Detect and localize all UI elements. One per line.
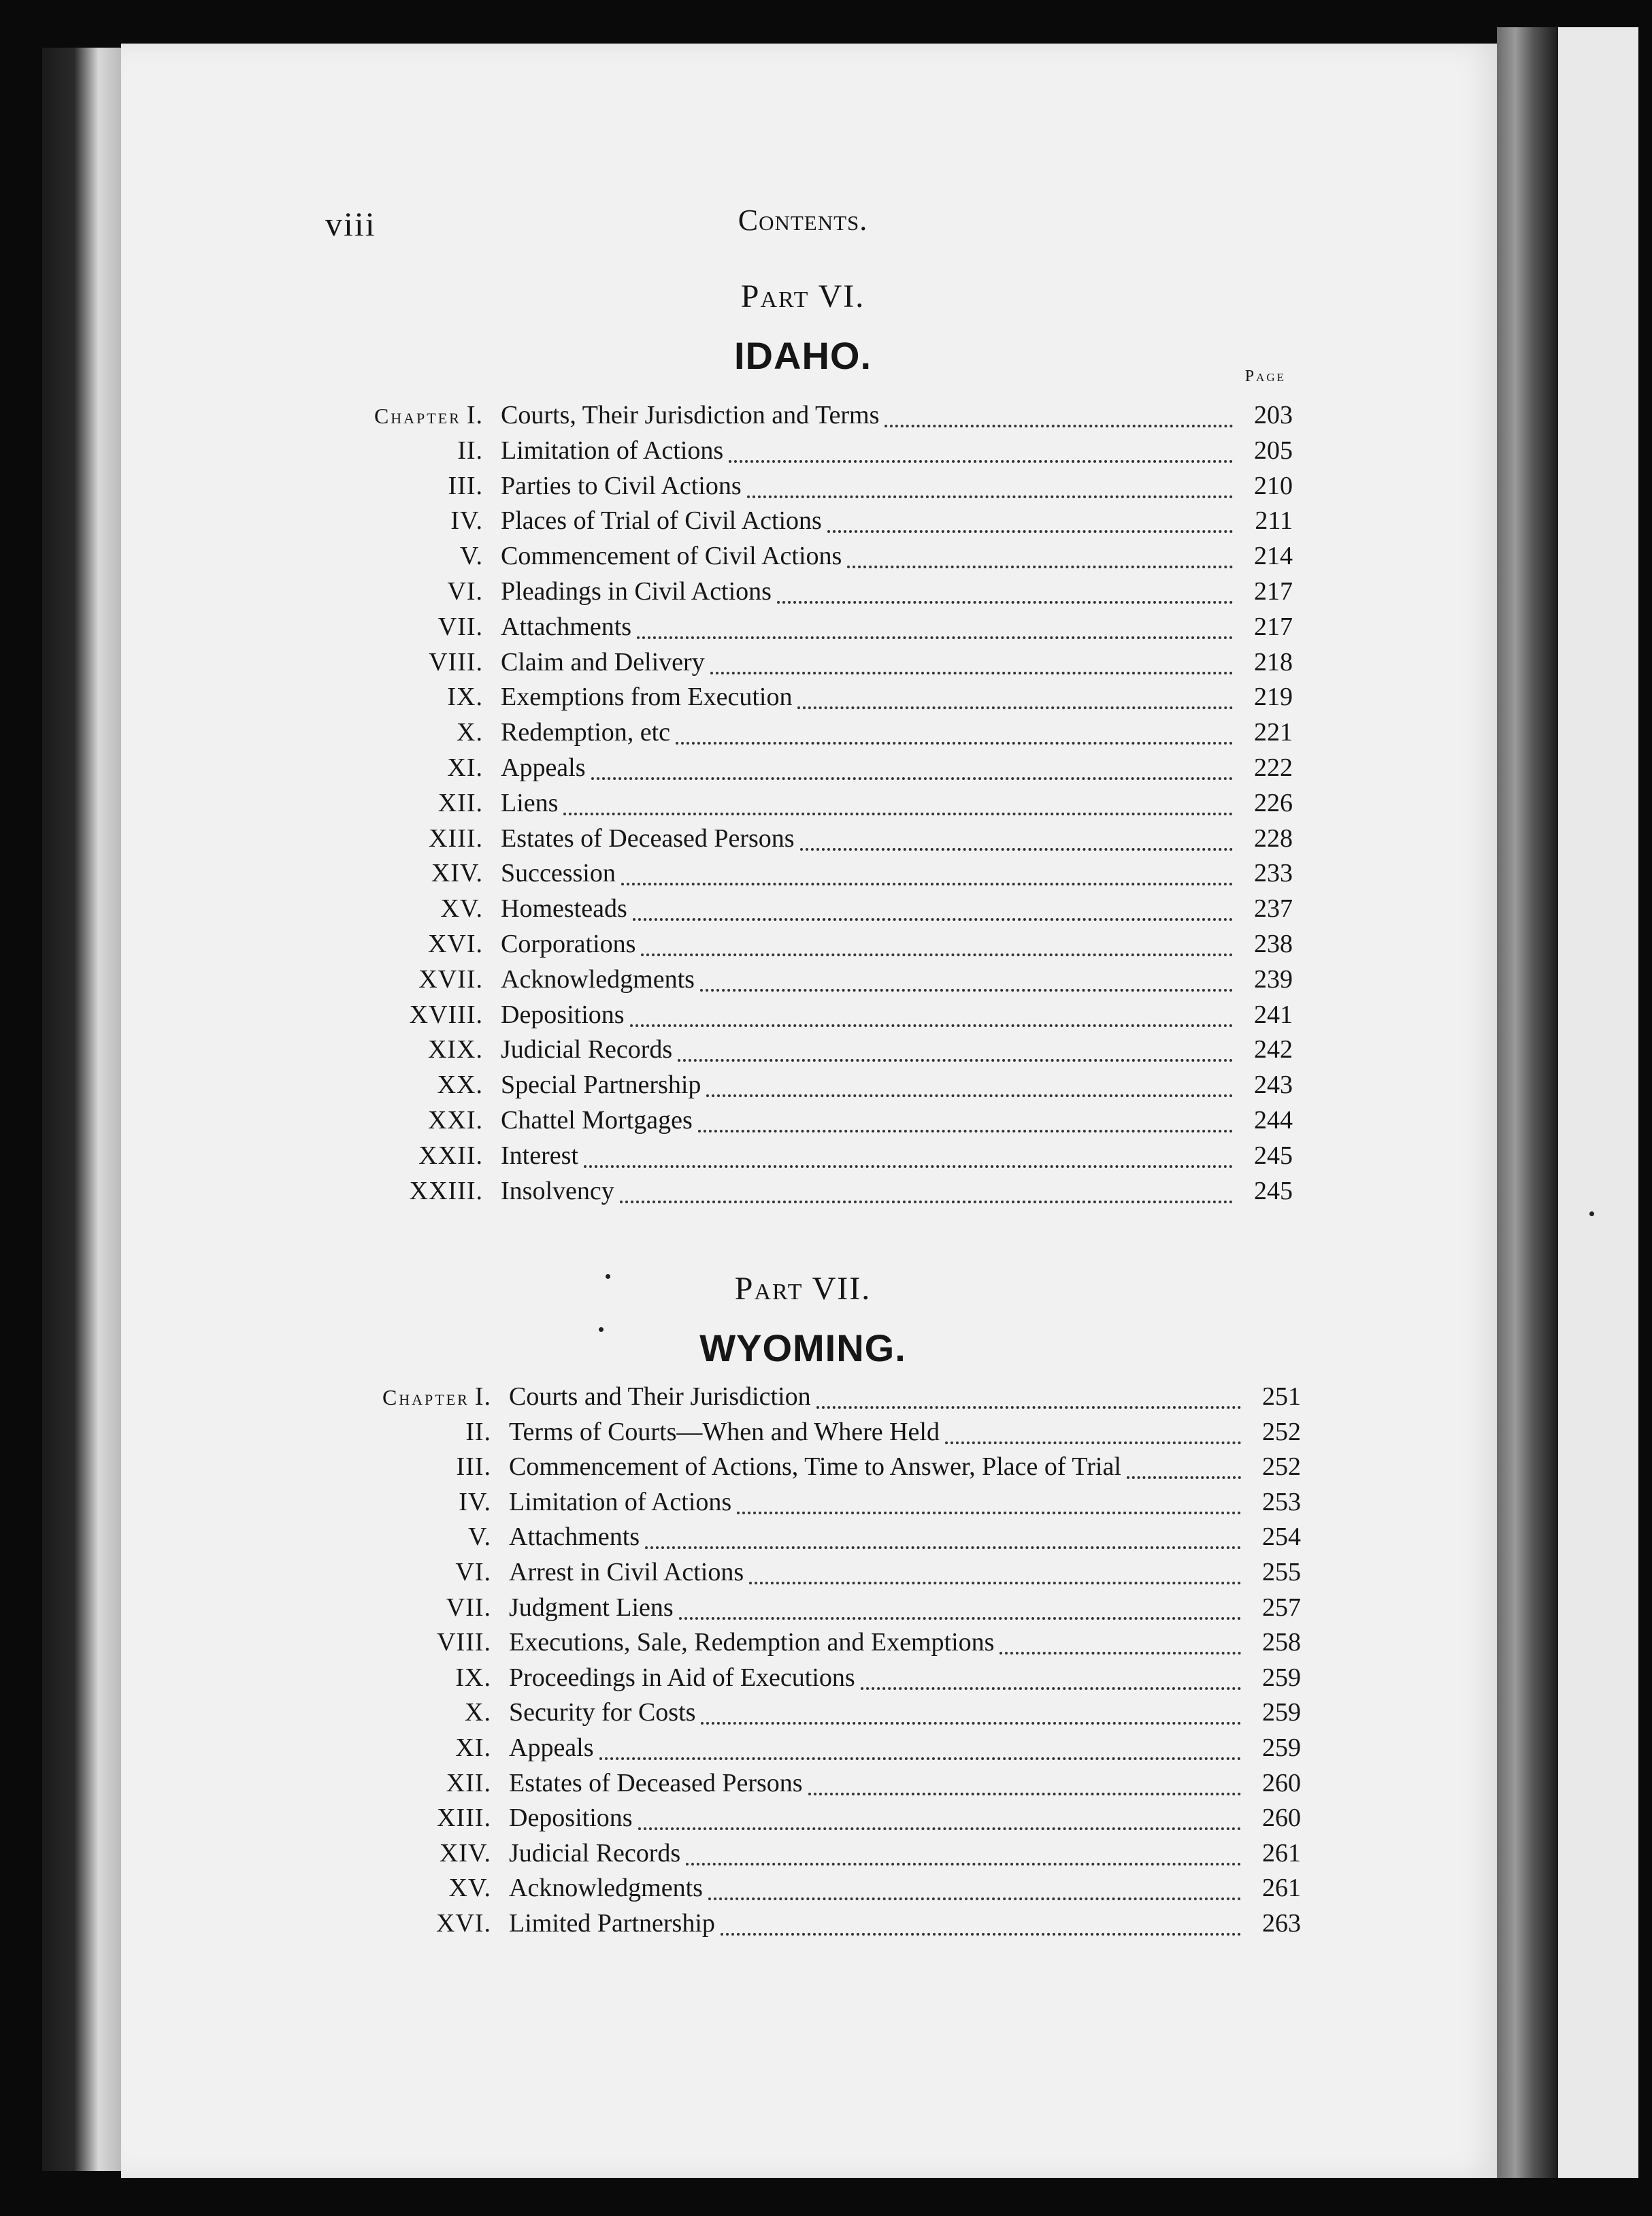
- chapter-numeral: I.: [466, 401, 483, 429]
- page-number: 260: [1262, 1804, 1301, 1833]
- page-number: 245: [1254, 1176, 1293, 1205]
- running-title: Contents.: [738, 203, 868, 237]
- chapter-title: Parties to Civil Actions: [501, 471, 742, 500]
- toc-entry: [321, 1873, 1301, 1908]
- chapter-number: [313, 964, 483, 994]
- toc-entry: [313, 436, 1293, 471]
- chapter-title: Appeals: [501, 753, 586, 782]
- dot-leader: [749, 1582, 1241, 1584]
- chapter-numeral: X.: [465, 1698, 491, 1727]
- dot-leader: [686, 1863, 1241, 1865]
- chapter-title: Limitation of Actions: [509, 1487, 732, 1516]
- chapter-title: Succession: [501, 859, 616, 888]
- chapter-title: Claim and Delivery: [501, 647, 705, 677]
- chapter-numeral: XIV.: [439, 1838, 491, 1868]
- page-number: 244: [1254, 1106, 1293, 1135]
- chapter-number: [313, 1034, 483, 1064]
- toc-entry: [313, 612, 1293, 647]
- chapter-numeral: V.: [467, 1522, 491, 1552]
- chapter-number: [321, 1417, 491, 1447]
- page-number: 237: [1254, 894, 1293, 924]
- dot-leader: [708, 1897, 1241, 1900]
- chapter-numeral: XXIII.: [409, 1176, 483, 1205]
- chapter-title: Courts and Their Jurisdiction: [509, 1382, 811, 1411]
- dot-leader: [637, 636, 1233, 639]
- chapter-title: Acknowledgments: [509, 1874, 703, 1903]
- chapter-numeral: XI.: [447, 753, 483, 782]
- page-number: 257: [1262, 1593, 1301, 1622]
- dot-leader: [701, 1722, 1241, 1725]
- dot-leader: [698, 1130, 1233, 1133]
- dot-leader: [721, 1933, 1241, 1936]
- dot-leader: [729, 460, 1233, 463]
- chapter-number: [321, 1557, 491, 1587]
- chapter-title: Commencement of Civil Actions: [501, 542, 842, 571]
- chapter-number: [313, 858, 483, 888]
- toc-entry: [321, 1452, 1301, 1487]
- page-number: 263: [1262, 1909, 1301, 1938]
- dot-leader: [638, 1827, 1241, 1830]
- chapter-number: [313, 788, 483, 818]
- toc-entry: [313, 682, 1293, 717]
- chapter-number: [313, 436, 483, 466]
- chapter-number: [313, 1105, 483, 1135]
- toc-entry: [321, 1733, 1301, 1768]
- chapter-number: [313, 682, 483, 712]
- toc-entry: [313, 647, 1293, 683]
- chapter-title: Proceedings in Aid of Executions: [509, 1663, 855, 1692]
- chapter-number: [321, 1452, 491, 1482]
- page-number: 221: [1254, 718, 1293, 747]
- chapter-numeral: XI.: [455, 1733, 491, 1762]
- chapter-numeral: XX.: [437, 1071, 483, 1100]
- chapter-title: Depositions: [501, 1000, 625, 1029]
- dot-leader: [584, 1165, 1233, 1168]
- chapter-numeral: XIV.: [431, 859, 483, 888]
- page-number: 252: [1262, 1452, 1301, 1482]
- chapter-number: [313, 400, 483, 430]
- dot-leader: [645, 1546, 1241, 1549]
- page-number: 253: [1262, 1487, 1301, 1516]
- chapter-numeral: VI.: [455, 1558, 491, 1586]
- dot-leader: [630, 1024, 1233, 1027]
- toc-entry: [321, 1663, 1301, 1698]
- dot-leader: [797, 706, 1233, 709]
- chapter-title: Judicial Records: [509, 1838, 681, 1868]
- dot-leader: [599, 1757, 1241, 1760]
- toc-entry: [321, 1908, 1301, 1944]
- chapter-numeral: X.: [457, 718, 483, 747]
- chapter-number: [321, 1593, 491, 1623]
- dot-leader: [816, 1406, 1241, 1409]
- chapter-prefix: Chapter: [382, 1385, 469, 1410]
- dot-leader: [621, 883, 1233, 885]
- dot-leader: [777, 601, 1233, 604]
- chapter-number: [321, 1838, 491, 1868]
- toc-entry: [313, 541, 1293, 576]
- page-number: 203: [1254, 401, 1293, 429]
- chapter-title: Judgment Liens: [509, 1593, 674, 1622]
- chapter-title: Homesteads: [501, 894, 627, 924]
- chapter-title: Corporations: [501, 930, 636, 958]
- chapter-number: [313, 824, 483, 853]
- chapter-title: Exemptions from Execution: [501, 683, 793, 712]
- toc-entry: [321, 1627, 1301, 1663]
- scan-speck: [599, 1327, 604, 1332]
- chapter-numeral: XXII.: [418, 1141, 483, 1170]
- chapter-title: Terms of Courts—When and Where Held: [509, 1417, 940, 1446]
- chapter-numeral: II.: [465, 1417, 491, 1446]
- chapter-number: [313, 753, 483, 783]
- book-gutter: [1497, 27, 1558, 2185]
- chapter-number: [313, 1000, 483, 1030]
- book-spine-edge: [42, 48, 122, 2171]
- chapter-number: [313, 576, 483, 606]
- dot-leader: [847, 566, 1233, 568]
- chapter-number: [313, 929, 483, 959]
- dot-leader: [800, 848, 1233, 851]
- chapter-title: Executions, Sale, Redemption and Exemptions: [509, 1628, 995, 1657]
- page-number: 259: [1262, 1733, 1301, 1762]
- dot-leader: [737, 1512, 1241, 1514]
- chapter-numeral: XV.: [448, 1874, 491, 1903]
- page-number: 214: [1254, 542, 1293, 571]
- chapter-numeral: XIX.: [427, 1035, 483, 1064]
- scan-speck: [1589, 1211, 1594, 1216]
- dot-leader: [808, 1793, 1241, 1795]
- chapter-title: Estates of Deceased Persons: [501, 824, 795, 853]
- chapter-title: Appeals: [509, 1733, 594, 1762]
- chapter-numeral: IX.: [447, 683, 483, 712]
- chapter-number: [321, 1768, 491, 1798]
- chapter-numeral: VI.: [447, 577, 483, 606]
- chapter-numeral: XIII.: [429, 824, 483, 853]
- chapter-title: Arrest in Civil Actions: [509, 1558, 744, 1586]
- chapter-number: [313, 1141, 483, 1171]
- page-number: 258: [1262, 1628, 1301, 1657]
- dot-leader: [885, 425, 1233, 427]
- page-number: 226: [1254, 788, 1293, 817]
- dot-leader: [861, 1687, 1241, 1690]
- chapter-numeral: II.: [457, 436, 483, 465]
- dot-leader: [620, 1201, 1233, 1203]
- chapter-numeral: III.: [448, 471, 483, 500]
- chapter-title: Courts, Their Jurisdiction and Terms: [501, 401, 880, 429]
- page-number: 261: [1262, 1838, 1301, 1868]
- chapter-number: [321, 1487, 491, 1517]
- toc-entry: [313, 1070, 1293, 1105]
- chapter-title: Liens: [501, 788, 559, 817]
- scan-speck: [606, 1274, 610, 1279]
- chapter-title: Depositions: [509, 1804, 633, 1833]
- facing-page-edge: [1558, 27, 1638, 2185]
- dot-leader: [679, 1617, 1241, 1620]
- chapter-title: Pleadings in Civil Actions: [501, 577, 772, 606]
- dot-leader: [1000, 1652, 1241, 1655]
- chapter-numeral: XV.: [440, 894, 483, 924]
- page-number: 211: [1255, 506, 1293, 536]
- chapter-numeral: XXI.: [427, 1106, 483, 1135]
- chapter-number: [313, 1176, 483, 1206]
- page-number: 210: [1254, 471, 1293, 500]
- chapter-title: Security for Costs: [509, 1698, 696, 1727]
- dot-leader: [678, 1059, 1233, 1062]
- toc-entry: [313, 788, 1293, 824]
- toc-entry: [313, 858, 1293, 894]
- page-number: 260: [1262, 1768, 1301, 1797]
- chapter-numeral: XVI.: [427, 930, 483, 958]
- chapter-numeral: XVI.: [435, 1909, 491, 1938]
- toc-entry: [313, 400, 1293, 436]
- toc-entry: [313, 506, 1293, 541]
- page-number: 205: [1254, 436, 1293, 465]
- chapter-number: [321, 1627, 491, 1657]
- chapter-title: Judicial Records: [501, 1035, 673, 1064]
- chapter-title: Insolvency: [501, 1176, 614, 1205]
- page-number: 217: [1254, 577, 1293, 606]
- chapter-number: [313, 894, 483, 924]
- toc-entry: [313, 929, 1293, 964]
- dot-leader: [700, 989, 1233, 992]
- chapter-number: [321, 1908, 491, 1938]
- chapter-numeral: VIII.: [429, 647, 483, 677]
- chapter-numeral: XII.: [446, 1768, 491, 1797]
- chapter-title: Chattel Mortgages: [501, 1106, 693, 1135]
- dot-leader: [591, 777, 1233, 780]
- dot-leader: [563, 813, 1233, 815]
- chapter-title: Acknowledgments: [501, 964, 695, 994]
- chapter-number: [313, 506, 483, 536]
- page-number: 239: [1254, 964, 1293, 994]
- chapter-number: [313, 1070, 483, 1100]
- page-number: 254: [1262, 1522, 1301, 1552]
- toc-entry: [321, 1803, 1301, 1838]
- chapter-numeral: XVIII.: [409, 1000, 483, 1029]
- chapter-numeral: III.: [456, 1452, 491, 1482]
- chapter-numeral: V.: [459, 542, 483, 571]
- chapter-numeral: VII.: [446, 1593, 491, 1622]
- chapter-number: [313, 612, 483, 642]
- toc-entry: [321, 1557, 1301, 1593]
- page-folio: viii: [325, 205, 376, 243]
- page-column-header: Page: [1244, 368, 1286, 385]
- toc-entry: [321, 1522, 1301, 1557]
- chapter-title: Estates of Deceased Persons: [509, 1768, 803, 1797]
- part-vi-label: Part VI.: [740, 278, 865, 314]
- dot-leader: [710, 672, 1233, 674]
- toc-entry: [321, 1768, 1301, 1804]
- chapter-title: Limited Partnership: [509, 1909, 715, 1938]
- toc-entry: [313, 576, 1293, 612]
- chapter-numeral: XVII.: [418, 964, 483, 994]
- chapter-numeral: I.: [474, 1382, 491, 1411]
- chapter-number: [321, 1382, 491, 1412]
- toc-entry: [321, 1593, 1301, 1628]
- page-number: 241: [1254, 1000, 1293, 1029]
- page-number: 261: [1262, 1874, 1301, 1903]
- chapter-title: Special Partnership: [501, 1071, 701, 1100]
- part-vii-state-title: WYOMING.: [699, 1326, 906, 1369]
- toc-entry: [313, 1105, 1293, 1141]
- toc-entry: [313, 964, 1293, 1000]
- toc-entry: [313, 894, 1293, 929]
- chapter-title: Redemption, etc: [501, 718, 671, 747]
- toc-entry: [313, 717, 1293, 753]
- dot-leader: [1127, 1476, 1241, 1479]
- part-vii-label: Part VII.: [734, 1271, 872, 1307]
- page-number: 218: [1254, 647, 1293, 677]
- dot-leader: [676, 742, 1233, 745]
- page-number: 242: [1254, 1035, 1293, 1064]
- dot-leader: [747, 495, 1233, 498]
- chapter-numeral: IV.: [459, 1487, 491, 1516]
- chapter-number: [321, 1663, 491, 1693]
- dot-leader: [706, 1094, 1233, 1097]
- page-number: 255: [1262, 1558, 1301, 1586]
- chapter-prefix: Chapter: [374, 404, 461, 428]
- chapter-numeral: IV.: [450, 506, 483, 536]
- chapter-title: Places of Trial of Civil Actions: [501, 506, 822, 536]
- chapter-number: [321, 1697, 491, 1727]
- chapter-title: Limitation of Actions: [501, 436, 724, 465]
- toc-entry: [321, 1382, 1301, 1417]
- page-number: 251: [1262, 1382, 1301, 1411]
- chapter-title: Attachments: [509, 1522, 640, 1552]
- toc-entry: [313, 1141, 1293, 1176]
- page-number: 259: [1262, 1663, 1301, 1692]
- chapter-numeral: VII.: [437, 612, 483, 641]
- toc-entry: [313, 753, 1293, 788]
- chapter-number: [313, 471, 483, 501]
- chapter-numeral: IX.: [455, 1663, 491, 1692]
- scan-border: [0, 2178, 1652, 2216]
- toc-entry: [321, 1697, 1301, 1733]
- page-number: 219: [1254, 683, 1293, 712]
- dot-leader: [633, 918, 1233, 921]
- toc-entry: [321, 1417, 1301, 1452]
- toc-entry: [313, 1000, 1293, 1035]
- chapter-number: [313, 717, 483, 747]
- chapter-title: Attachments: [501, 612, 632, 641]
- chapter-number: [321, 1803, 491, 1833]
- chapter-number: [321, 1733, 491, 1763]
- chapter-number: [313, 647, 483, 677]
- toc-entry: [321, 1838, 1301, 1874]
- chapter-numeral: XII.: [437, 788, 483, 817]
- part-vi-state-title: IDAHO.: [734, 334, 872, 377]
- chapter-numeral: VIII.: [437, 1628, 491, 1657]
- chapter-number: [321, 1522, 491, 1552]
- toc-entry: [313, 1176, 1293, 1211]
- toc-entry: [313, 1034, 1293, 1070]
- page-number: 252: [1262, 1417, 1301, 1446]
- page-number: 233: [1254, 859, 1293, 888]
- toc-entry: [313, 471, 1293, 506]
- page-number: 228: [1254, 824, 1293, 853]
- dot-leader: [827, 530, 1233, 533]
- chapter-number: [321, 1873, 491, 1903]
- chapter-title: Interest: [501, 1141, 578, 1170]
- page-number: 238: [1254, 930, 1293, 958]
- dot-leader: [641, 954, 1233, 956]
- page-number: 217: [1254, 612, 1293, 641]
- page-number: 222: [1254, 753, 1293, 782]
- toc-entry: [321, 1487, 1301, 1522]
- page-number: 245: [1254, 1141, 1293, 1170]
- page-number: 243: [1254, 1071, 1293, 1100]
- page-number: 259: [1262, 1698, 1301, 1727]
- toc-entry: [313, 824, 1293, 859]
- chapter-number: [313, 541, 483, 571]
- chapter-title: Commencement of Actions, Time to Answer, Place of Trial: [509, 1452, 1121, 1482]
- chapter-numeral: XIII.: [437, 1804, 491, 1833]
- dot-leader: [945, 1441, 1241, 1444]
